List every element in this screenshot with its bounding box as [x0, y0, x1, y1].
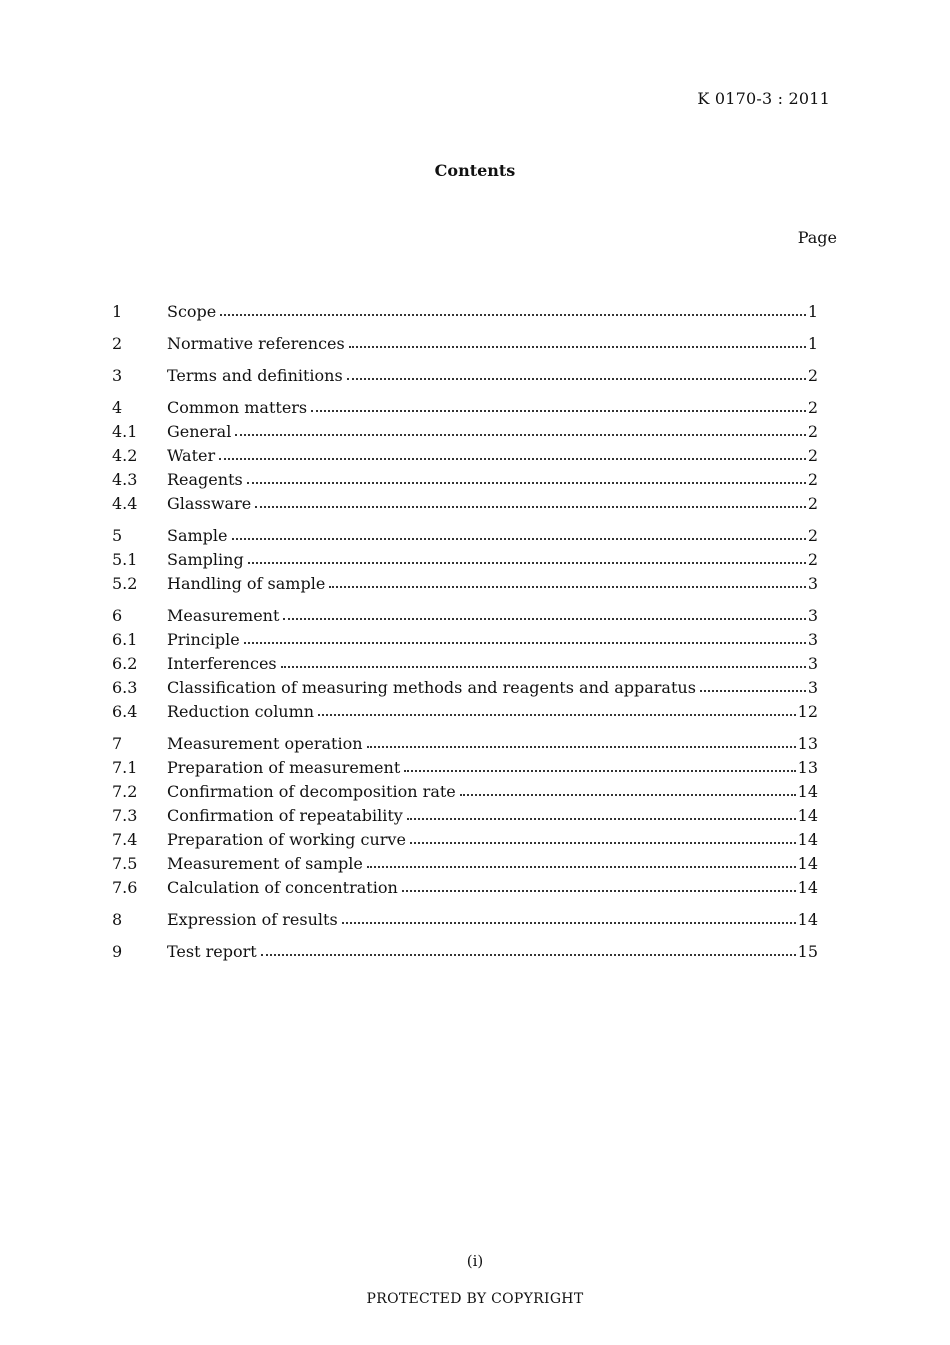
- toc-entry[interactable]: [112, 548, 818, 572]
- toc-dot-leader: [342, 921, 796, 924]
- toc-entry[interactable]: [112, 676, 818, 700]
- toc-entry-title: Confirmation of repeatability: [167, 806, 403, 825]
- toc-dot-leader: [220, 313, 806, 316]
- toc-entry-number: 7.3: [112, 806, 138, 825]
- toc-entry-title: Reagents: [167, 470, 243, 489]
- toc-dot-leader: [219, 457, 806, 460]
- toc-entry-page: 13: [797, 758, 818, 777]
- toc-entry-page: 3: [807, 630, 818, 649]
- toc-entry[interactable]: [112, 876, 818, 900]
- toc-entry-page: 14: [797, 782, 818, 801]
- toc-entry[interactable]: [112, 756, 818, 780]
- toc-entry-page: 2: [807, 494, 818, 513]
- toc-entry-number: 7.4: [112, 830, 138, 849]
- toc-dot-leader: [261, 953, 796, 956]
- toc-entry-number: 4: [112, 398, 123, 417]
- toc-entry-number: 6.1: [112, 630, 138, 649]
- toc-dot-leader: [460, 793, 796, 796]
- toc-entry-number: 4.4: [112, 494, 138, 513]
- toc-entry-title: Common matters: [167, 398, 308, 417]
- toc-dot-leader: [232, 537, 806, 540]
- toc-entry-number: 7.6: [112, 878, 138, 897]
- toc-entry[interactable]: [112, 628, 818, 652]
- toc-dot-leader: [700, 689, 806, 692]
- toc-dot-leader: [407, 817, 796, 820]
- toc-entry[interactable]: [112, 908, 818, 932]
- toc-entry-title: Confirmation of decomposition rate: [167, 782, 456, 801]
- toc-entry-number: 6.2: [112, 654, 138, 673]
- table-of-contents: [112, 300, 818, 964]
- toc-dot-leader: [311, 409, 806, 412]
- toc-dot-leader: [248, 561, 806, 564]
- toc-dot-leader: [402, 889, 796, 892]
- toc-entry-page: 14: [797, 878, 818, 897]
- toc-entry-page: 14: [797, 806, 818, 825]
- toc-entry-number: 4.3: [112, 470, 138, 489]
- toc-entry-page: 12: [797, 702, 818, 721]
- toc-entry-title: Test report: [167, 942, 257, 961]
- toc-dot-leader: [255, 505, 806, 508]
- toc-entry-title: Terms and definitions: [167, 366, 343, 385]
- toc-entry[interactable]: [112, 332, 818, 356]
- toc-entry-number: 6.4: [112, 702, 138, 721]
- toc-entry-page: 15: [797, 942, 818, 961]
- toc-entry[interactable]: [112, 492, 818, 516]
- toc-entry[interactable]: [112, 420, 818, 444]
- toc-entry-title: Sampling: [167, 550, 244, 569]
- toc-entry-number: 7.5: [112, 854, 138, 873]
- toc-dot-leader: [367, 865, 796, 868]
- toc-dot-leader: [244, 641, 806, 644]
- toc-dot-leader: [281, 665, 806, 668]
- toc-entry[interactable]: [112, 732, 818, 756]
- toc-entry-title: Preparation of working curve: [167, 830, 406, 849]
- page-column-label: Page: [797, 228, 837, 247]
- toc-entry-title: Handling of sample: [167, 574, 326, 593]
- toc-entry-title: Reduction column: [167, 702, 315, 721]
- toc-entry[interactable]: [112, 852, 818, 876]
- toc-dot-leader: [349, 345, 806, 348]
- toc-entry-title: Measurement of sample: [167, 854, 363, 873]
- toc-entry-title: Principle: [167, 630, 240, 649]
- toc-entry-page: 1: [807, 302, 818, 321]
- toc-entry-page: 3: [807, 678, 818, 697]
- toc-dot-leader: [404, 769, 795, 772]
- toc-entry-number: 6: [112, 606, 123, 625]
- toc-entry[interactable]: [112, 364, 818, 388]
- toc-entry[interactable]: [112, 300, 818, 324]
- toc-entry-number: 1: [112, 302, 123, 321]
- toc-entry-number: 4.1: [112, 422, 138, 441]
- toc-entry[interactable]: [112, 804, 818, 828]
- toc-dot-leader: [410, 841, 796, 844]
- toc-entry[interactable]: [112, 572, 818, 596]
- toc-entry-number: 5: [112, 526, 123, 545]
- toc-entry-number: 7: [112, 734, 123, 753]
- toc-dot-leader: [367, 745, 796, 748]
- toc-entry-number: 9: [112, 942, 123, 961]
- toc-dot-leader: [347, 377, 806, 380]
- page-title: Contents: [434, 161, 516, 180]
- toc-entry-title: Scope: [167, 302, 217, 321]
- toc-entry-title: Sample: [167, 526, 228, 545]
- toc-entry-title: Normative references: [167, 334, 345, 353]
- toc-entry[interactable]: [112, 940, 818, 964]
- toc-entry[interactable]: [112, 604, 818, 628]
- toc-entry[interactable]: [112, 700, 818, 724]
- toc-entry[interactable]: [112, 444, 818, 468]
- toc-entry-page: 14: [797, 830, 818, 849]
- toc-entry-page: 2: [807, 422, 818, 441]
- toc-entry[interactable]: [112, 780, 818, 804]
- toc-entry-number: 4.2: [112, 446, 138, 465]
- toc-entry[interactable]: [112, 524, 818, 548]
- toc-entry-page: 1: [807, 334, 818, 353]
- toc-entry-title: General: [167, 422, 232, 441]
- toc-entry-page: 2: [807, 550, 818, 569]
- toc-entry-page: 2: [807, 398, 818, 417]
- toc-entry-page: 14: [797, 854, 818, 873]
- footer-page-number: (i): [466, 1252, 484, 1270]
- toc-entry-title: Calculation of concentration: [167, 878, 398, 897]
- toc-entry-page: 13: [797, 734, 818, 753]
- toc-entry-title: Expression of results: [167, 910, 338, 929]
- toc-entry-title: Measurement operation: [167, 734, 363, 753]
- toc-entry-page: 2: [807, 526, 818, 545]
- toc-dot-leader: [247, 481, 806, 484]
- toc-entry[interactable]: [112, 396, 818, 420]
- toc-entry-title: Interferences: [167, 654, 277, 673]
- toc-dot-leader: [329, 585, 806, 588]
- toc-entry-number: 2: [112, 334, 123, 353]
- toc-entry-page: 3: [807, 606, 818, 625]
- standard-number: K 0170-3 : 2011: [697, 89, 830, 108]
- toc-entry-number: 3: [112, 366, 123, 385]
- toc-entry[interactable]: [112, 828, 818, 852]
- toc-entry-page: 2: [807, 366, 818, 385]
- toc-entry-page: 2: [807, 470, 818, 489]
- toc-entry[interactable]: [112, 468, 818, 492]
- toc-entry-title: Measurement: [167, 606, 280, 625]
- toc-entry-title: Preparation of measurement: [167, 758, 401, 777]
- toc-entry-page: 3: [807, 574, 818, 593]
- toc-entry-number: 8: [112, 910, 123, 929]
- toc-entry-title: Water: [167, 446, 216, 465]
- toc-entry-title: Glassware: [167, 494, 252, 513]
- toc-entry-number: 5.1: [112, 550, 138, 569]
- toc-entry-page: 2: [807, 446, 818, 465]
- toc-entry-number: 7.1: [112, 758, 138, 777]
- toc-dot-leader: [318, 713, 796, 716]
- toc-entry-title: Classification of measuring methods and reagents and apparatus: [167, 678, 696, 697]
- toc-dot-leader: [283, 617, 805, 620]
- copyright-notice: PROTECTED BY COPYRIGHT: [366, 1291, 584, 1307]
- toc-entry-page: 14: [797, 910, 818, 929]
- toc-entry-number: 5.2: [112, 574, 138, 593]
- toc-entry-number: 6.3: [112, 678, 138, 697]
- toc-entry-page: 3: [807, 654, 818, 673]
- toc-entry[interactable]: [112, 652, 818, 676]
- toc-entry-number: 7.2: [112, 782, 138, 801]
- toc-dot-leader: [235, 433, 805, 436]
